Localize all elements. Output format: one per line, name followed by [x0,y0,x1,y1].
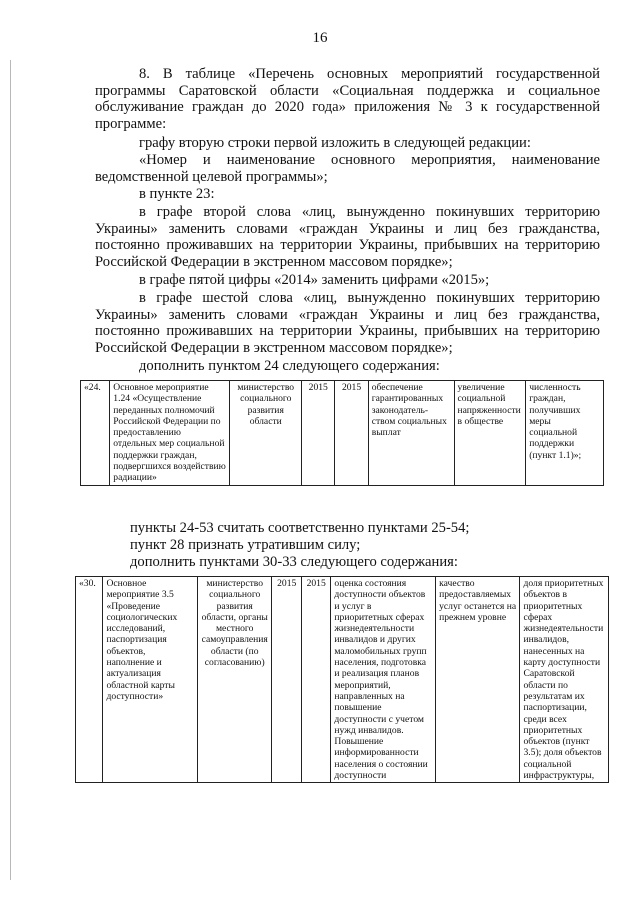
cell-activity-name: Основное мероприятие 1.24 «Осуществление переданных полномочий Российской Федерации по предоставлению отдельных мер социальной поддержки граждан, подвергшихся воздействию радиации» [110,381,230,486]
paragraph-column-six-words: в графе шестой слова «лиц, вынужденно покинувших территорию Украины» заменить словами «граждан Украины и лиц без гражданства, постоянно проживавших на территории Украины, прибывших на территорию Российской Федерации в экстренном массовом порядке»; [95,290,600,356]
cell-number: «30. [76,577,103,783]
cell-indicator: численность граждан, получивших меры социальной поддержки (пункт 1.1)»; [526,381,604,486]
page-number: 16 [312,30,328,46]
cell-end-year: 2015 [335,381,368,486]
cell-consequence: увеличение социальной напряженности в обществе [454,381,526,486]
cell-number: «24. [81,381,110,486]
cell-activity-name: Основное мероприятие 3.5 «Проведение социологических исследований, паспортизация объектов, наполнение и актуализация областной карты доступности» [103,577,198,783]
paragraph-column-two: графу вторую строки первой изложить в следующей редакции: [139,135,531,151]
table-point-24 [80,380,604,486]
cell-goal: оценка состояния доступности объектов и услуг в приоритетных сферах жизнедеятельности инвалидов и других маломобильных групп населения, подготовка и реализация планов мероприятий, направленных на повышение доступности с учетом нужд инвалидов. Повышение информированности населения о состоянии доступности [331,577,436,783]
table-point-30 [75,576,609,783]
scan-margin-line [10,60,11,880]
paragraph-point-23: в пункте 23: [139,186,215,202]
paragraph-item-8: 8. В таблице «Перечень основных мероприятий государственной программы Саратовской области «Социальная поддержка и социальное обслуживание граждан до 2020 года» приложения № 3 к государственной программе: [95,66,600,132]
cell-executor: министерство социального развития области, органы местного самоуправления области (по согласованию) [197,577,271,783]
cell-indicator: доля приоритетных объектов в приоритетных сферах жизнедеятельности инвалидов, нанесенных на карту доступности Саратовской области по результатам их паспортизации, среди всех приоритетных объектов (пункт 3.5); доля объектов социальной инфраструктуры, [520,577,609,783]
paragraph-column-two-words: в графе второй слова «лиц, вынужденно покинувших территорию Украины» заменить словами «граждан Украины и лиц без гражданства, постоянно проживавших на территории Украины, прибывших на территорию Российской Федерации в экстренном массовом порядке»; [95,204,600,270]
paragraph-add-points-30-33: дополнить пунктами 30-33 следующего содержания: [130,554,458,570]
paragraph-renumber: пункты 24-53 считать соответственно пунктами 25-54; [130,520,470,536]
paragraph-column-title: «Номер и наименование основного мероприятия, наименование ведомственной целевой программы»; [95,152,600,185]
cell-goal: обеспечение гарантированных законодатель-ством социальных выплат [368,381,454,486]
table-row [76,577,609,783]
cell-start-year: 2015 [302,381,335,486]
cell-executor: министерство социального развития области [230,381,302,486]
paragraph-point-28-void: пункт 28 признать утратившим силу; [130,537,361,553]
paragraph-column-five-digits: в графе пятой цифры «2014» заменить цифрами «2015»; [139,272,490,288]
cell-consequence: качество предоставляемых услуг останется на прежнем уровне [436,577,520,783]
cell-end-year: 2015 [301,577,330,783]
table-row [81,381,604,486]
paragraph-add-point-24: дополнить пунктом 24 следующего содержания: [139,358,440,374]
cell-start-year: 2015 [272,577,301,783]
